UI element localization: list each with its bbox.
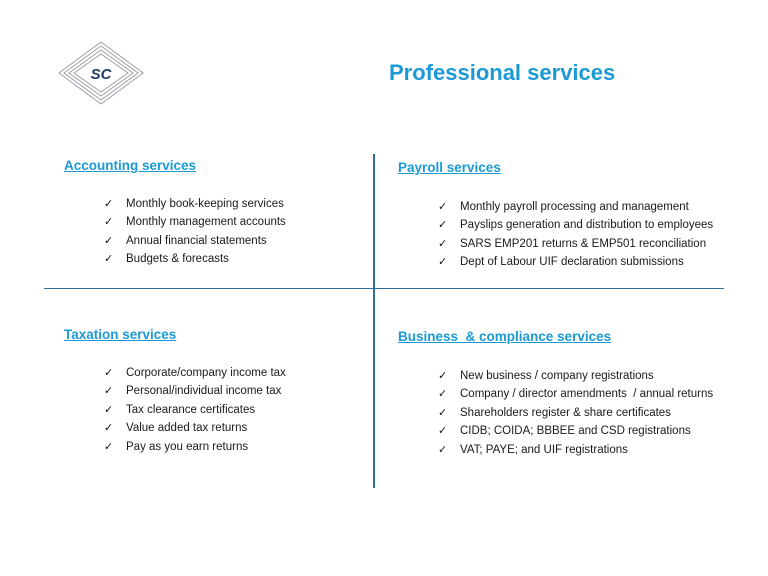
- list-item-label: VAT; PAYE; and UIF registrations: [460, 443, 628, 456]
- list-item-label: CIDB; COIDA; BBBEE and CSD registrations: [460, 425, 691, 438]
- list-item: [438, 385, 713, 403]
- list-item-label: Monthly management accounts: [126, 216, 286, 229]
- accounting-services-list: [104, 195, 286, 269]
- list-item: [438, 422, 713, 440]
- business-compliance-services-list: [438, 367, 713, 459]
- list-item-label: Payslips generation and distribution to employees: [460, 219, 714, 232]
- list-item-label: New business / company registrations: [460, 370, 654, 382]
- list-item: [104, 438, 286, 456]
- check-icon: ✓: [438, 425, 448, 438]
- list-item: [438, 367, 713, 385]
- check-icon: ✓: [438, 406, 448, 419]
- page-title: Professional services: [389, 60, 616, 85]
- taxation-services-list: [104, 364, 286, 456]
- check-icon: ✓: [104, 253, 114, 266]
- list-item-label: Dept of Labour UIF declaration submissions: [460, 256, 684, 269]
- list-item: [104, 401, 286, 419]
- check-icon: ✓: [438, 256, 448, 269]
- list-item-label: Monthly book-keeping services: [126, 198, 284, 210]
- check-icon: ✓: [104, 403, 114, 416]
- list-item: [438, 235, 713, 253]
- list-item-label: Pay as you earn returns: [126, 440, 249, 453]
- taxation-section: [64, 327, 176, 342]
- check-icon: ✓: [104, 216, 114, 229]
- check-icon: ✓: [438, 219, 448, 232]
- list-item: [104, 364, 286, 382]
- check-icon: ✓: [438, 201, 448, 213]
- list-item-label: Monthly payroll processing and management: [460, 201, 689, 213]
- list-item: [104, 382, 286, 400]
- list-item-label: SARS EMP201 returns & EMP501 reconciliation: [460, 237, 707, 250]
- accounting-section: [64, 158, 196, 173]
- logo-text: SC: [90, 66, 112, 83]
- taxation-section-title: Taxation services: [64, 327, 177, 342]
- list-item-label: Personal/individual income tax: [126, 385, 282, 398]
- horizontal-divider: [44, 288, 724, 289]
- list-item: [104, 232, 286, 250]
- check-icon: ✓: [438, 443, 448, 456]
- check-icon: ✓: [438, 370, 448, 382]
- payroll-services-list: [438, 198, 713, 272]
- accounting-section-title: Accounting services: [64, 158, 197, 173]
- list-item: [104, 250, 286, 268]
- list-item: [438, 253, 713, 271]
- list-item: [104, 195, 286, 213]
- list-item: [104, 213, 286, 231]
- list-item-label: Corporate/company income tax: [126, 367, 286, 379]
- check-icon: ✓: [104, 385, 114, 398]
- check-icon: ✓: [438, 388, 448, 401]
- list-item: [438, 404, 713, 422]
- list-item-label: Shareholders register & share certificates: [460, 406, 671, 419]
- check-icon: ✓: [104, 367, 114, 379]
- list-item: [438, 441, 713, 459]
- vertical-divider: [373, 154, 375, 488]
- list-item-label: Value added tax returns: [126, 422, 248, 435]
- check-icon: ✓: [438, 237, 448, 250]
- list-item-label: Tax clearance certificates: [126, 403, 256, 416]
- payroll-section: [398, 160, 501, 175]
- list-item: [438, 198, 713, 216]
- business-compliance-section-title: Business & compliance services: [398, 329, 612, 344]
- check-icon: ✓: [104, 198, 114, 210]
- check-icon: ✓: [104, 422, 114, 435]
- sc-logo-icon: [58, 41, 144, 105]
- list-item: [104, 419, 286, 437]
- list-item-label: Budgets & forecasts: [126, 253, 229, 266]
- company-logo: [58, 41, 144, 105]
- list-item-label: Company / director amendments / annual returns: [460, 388, 714, 401]
- check-icon: ✓: [104, 234, 114, 247]
- check-icon: ✓: [104, 440, 114, 453]
- list-item: [438, 216, 713, 234]
- business-compliance-section: [398, 329, 611, 344]
- payroll-section-title: Payroll services: [398, 160, 501, 175]
- list-item-label: Annual financial statements: [126, 234, 267, 247]
